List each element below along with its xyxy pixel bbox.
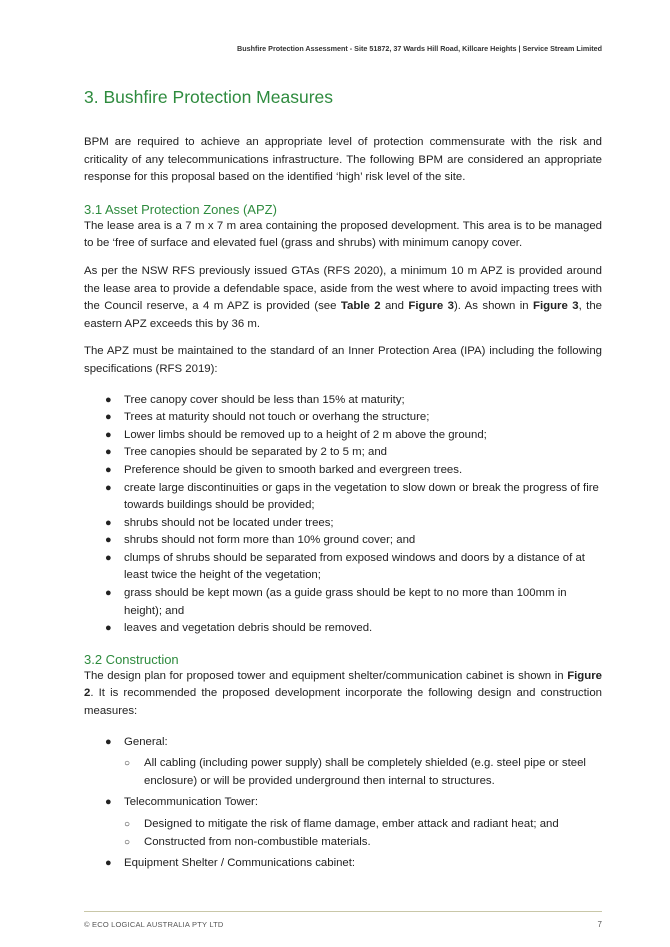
list-item: ● Trees at maturity should not touch or overhang the structure; xyxy=(84,409,602,427)
tower-sublist xyxy=(124,816,602,851)
figure-2-ref: Figure 2 xyxy=(84,669,602,700)
bullet-icon: ● xyxy=(105,463,112,476)
construction-paragraph: The design plan for proposed tower and equipment shelter/communication cabinet is shown in Figure 2. It is recommended the proposed development incorporate the following design and construction measures: xyxy=(84,669,602,718)
bullet-icon: ● xyxy=(105,735,112,748)
list-item: ● grass should be kept mown (as a guide grass should be kept to no more than 100mm in height); and xyxy=(105,587,567,617)
running-header: Bushfire Protection Assessment - Site 51872, 37 Wards Hill Road, Killcare Heights | Service Stream Limited xyxy=(237,44,602,53)
list-item-general: ● General: ○ All cabling (including power supply) shall be completely shielded (e.g. steel pipe or steel enclosure) or will be provided underground then internal to structures. xyxy=(84,734,602,791)
bullet-icon: ● xyxy=(105,446,112,459)
page-content xyxy=(84,84,602,873)
list-item: ● Tree canopy cover should be less than 15% at maturity; xyxy=(84,392,602,410)
bullet-icon: ● xyxy=(105,428,112,441)
list-item: ● shrubs should not form more than 10% ground cover; and xyxy=(84,532,602,550)
list-item-shelter: ● Equipment Shelter / Communications cabinet: xyxy=(84,855,602,873)
list-item: ● create large discontinuities or gaps in the vegetation to slow down or break the progress of fire towards buildings should be provided; xyxy=(105,481,599,512)
page-number: 7 xyxy=(597,920,602,929)
apz-heading: 3.1 Asset Protection Zones (APZ) xyxy=(84,201,277,217)
figure-3-ref: Figure 3 xyxy=(408,300,454,313)
bullet-icon: ● xyxy=(105,551,112,564)
footer-divider xyxy=(84,911,602,912)
section-heading: 3. Bushfire Protection Measures xyxy=(84,87,334,107)
bullet-icon: ● xyxy=(105,534,112,547)
circle-bullet-icon: ○ xyxy=(124,819,131,830)
construction-heading: 3.2 Construction xyxy=(84,651,179,667)
sublist-item: ○ All cabling (including power supply) shall be completely shielded (e.g. steel pipe or steel enclosure) or will be provided underground then internal to structures. xyxy=(124,757,586,787)
general-sublist xyxy=(124,755,602,790)
list-item: ● Tree canopies should be separated by 2 to 5 m; and xyxy=(84,444,602,462)
bullet-icon: ● xyxy=(105,481,112,494)
bullet-icon: ● xyxy=(105,516,112,529)
circle-bullet-icon: ○ xyxy=(124,836,131,848)
list-item: ● Preference should be given to smooth barked and evergreen trees. xyxy=(84,462,602,480)
construction-measures-list xyxy=(84,734,602,873)
bullet-icon: ● xyxy=(105,622,112,635)
list-item: ● shrubs should not be located under trees; xyxy=(84,515,602,533)
table-2-ref: Table 2 xyxy=(340,300,381,313)
figure-3-ref-2: Figure 3 xyxy=(533,300,579,313)
ipa-specification-list xyxy=(84,392,602,638)
list-item: ● clumps of shrubs should be separated from exposed windows and doors by a distance of at least twice the height of the vegetation; xyxy=(105,551,585,582)
circle-bullet-icon: ○ xyxy=(124,758,131,770)
bullet-icon: ● xyxy=(105,393,112,406)
apz-paragraph-3: The APZ must be maintained to the standard of an Inner Protection Area (IPA) including the following specifications (RFS 2019): xyxy=(84,345,602,375)
bullet-icon: ● xyxy=(105,411,112,424)
list-item: ● leaves and vegetation debris should be removed. xyxy=(84,620,602,638)
bullet-icon: ● xyxy=(105,796,112,809)
apz-paragraph-2: As per the NSW RFS previously issued GTAs (RFS 2020), a minimum 10 m APZ is provided around the lease area to provide a defendable space, aside from the west where to avoid impacting trees with the Council reserve, a 4 m APZ is provided (see Table 2 and Figure 3). As shown in Figure 3, the eastern APZ exceeds this by 36 m. xyxy=(84,264,602,330)
apz-paragraph-1: The lease area is a 7 m x 7 m area containing the proposed development. This area is to be managed to be ‘free of surface and elevated fuel (grass and shrubs) with minimum canopy cover. xyxy=(84,219,602,250)
list-item-tower: ● Telecommunication Tower: ○ Designed to mitigate the risk of flame damage, ember attack and radiant heat; and ○ Constructed from non-combustible materials. xyxy=(84,794,602,851)
sublist-item: ○ Constructed from non-combustible materials. xyxy=(124,834,602,852)
sublist-item: ○ Designed to mitigate the risk of flame damage, ember attack and radiant heat; and xyxy=(124,816,602,834)
bullet-icon: ● xyxy=(105,857,112,870)
bullet-icon: ● xyxy=(105,587,112,600)
list-item: ● Lower limbs should be removed up to a height of 2 m above the ground; xyxy=(84,427,602,445)
footer-copyright: © ECO LOGICAL AUSTRALIA PTY LTD xyxy=(84,920,224,929)
section-intro: BPM are required to achieve an appropriate level of protection commensurate with the risk and criticality of any telecommunications infrastructure. The following BPM are considered an appropriate response for this proposal based on the identified ‘high’ risk level of the site. xyxy=(84,136,602,184)
